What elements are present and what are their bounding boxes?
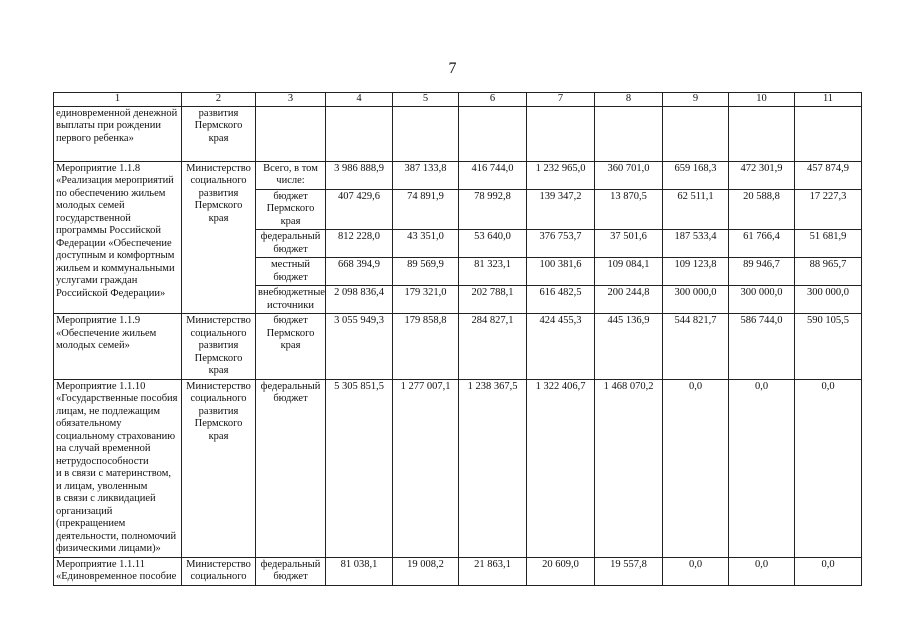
funding-source: бюджет Пермского края xyxy=(256,189,326,230)
empty-cell xyxy=(326,106,393,161)
empty-cell xyxy=(595,106,663,161)
table-row xyxy=(54,106,862,161)
value-cell: 13 870,5 xyxy=(595,189,663,230)
value-cell: 1 468 070,2 xyxy=(595,379,663,557)
column-header: 10 xyxy=(729,93,795,107)
value-cell: 21 863,1 xyxy=(459,557,527,585)
column-number-row xyxy=(54,93,862,107)
column-header: 2 xyxy=(182,93,256,107)
funding-source: внебюджетные источники xyxy=(256,286,326,314)
value-cell: 376 753,7 xyxy=(527,230,595,258)
column-header: 8 xyxy=(595,93,663,107)
value-cell: 179 321,0 xyxy=(393,286,459,314)
value-cell: 109 084,1 xyxy=(595,258,663,286)
value-cell: 19 008,2 xyxy=(393,557,459,585)
value-cell: 284 827,1 xyxy=(459,314,527,380)
value-cell: 89 569,9 xyxy=(393,258,459,286)
funding-source: бюджет Пермского края xyxy=(256,314,326,380)
value-cell: 88 965,7 xyxy=(795,258,862,286)
value-cell: 1 322 406,7 xyxy=(527,379,595,557)
value-cell: 2 098 836,4 xyxy=(326,286,393,314)
table-row xyxy=(54,161,862,189)
value-cell: 1 232 965,0 xyxy=(527,161,595,189)
value-cell: 37 501,6 xyxy=(595,230,663,258)
value-cell: 61 766,4 xyxy=(729,230,795,258)
executor: Министерство социального развития Пермского края xyxy=(182,314,256,380)
value-cell: 187 533,4 xyxy=(663,230,729,258)
value-cell: 20 609,0 xyxy=(527,557,595,585)
measure-name: Мероприятие 1.1.8 «Реализация мероприятий по обеспечению жильем молодых семей государственной программы Российской Федерации «Обеспечение доступным и комфортным жильем и коммунальными услугами граждан Российской Федерации» xyxy=(54,161,182,314)
measure-name: Мероприятие 1.1.9 «Обеспечение жильем молодых семей» xyxy=(54,314,182,380)
value-cell: 0,0 xyxy=(663,557,729,585)
column-header: 6 xyxy=(459,93,527,107)
measure-name: Мероприятие 1.1.10 «Государственные пособия лицам, не подлежащим обязательному социальному страхованию на случай временной нетрудоспособности и в связи с материнством, и лицам, уволенным в связи с ликвидацией организаций (прекращением деятельности, полномочий физическими лицами)» xyxy=(54,379,182,557)
empty-cell xyxy=(795,106,862,161)
executor: Министерство социального xyxy=(182,557,256,585)
empty-cell xyxy=(393,106,459,161)
value-cell: 0,0 xyxy=(795,379,862,557)
funding-source: федеральный бюджет xyxy=(256,557,326,585)
table-row xyxy=(54,557,862,585)
value-cell: 109 123,8 xyxy=(663,258,729,286)
value-cell: 1 277 007,1 xyxy=(393,379,459,557)
funding-source: Всего, в том числе: xyxy=(256,161,326,189)
value-cell: 62 511,1 xyxy=(663,189,729,230)
funding-source: федеральный бюджет xyxy=(256,230,326,258)
executor: Министерство социального развития Пермского края xyxy=(182,161,256,314)
value-cell: 300 000,0 xyxy=(795,286,862,314)
value-cell: 78 992,8 xyxy=(459,189,527,230)
page-number: 7 xyxy=(448,60,457,77)
value-cell: 300 000,0 xyxy=(729,286,795,314)
value-cell: 81 038,1 xyxy=(326,557,393,585)
value-cell: 53 640,0 xyxy=(459,230,527,258)
value-cell: 89 946,7 xyxy=(729,258,795,286)
value-cell: 544 821,7 xyxy=(663,314,729,380)
value-cell: 472 301,9 xyxy=(729,161,795,189)
value-cell: 424 455,3 xyxy=(527,314,595,380)
value-cell: 616 482,5 xyxy=(527,286,595,314)
value-cell: 300 000,0 xyxy=(663,286,729,314)
budget-table xyxy=(53,92,862,586)
value-cell: 3 986 888,9 xyxy=(326,161,393,189)
value-cell: 81 323,1 xyxy=(459,258,527,286)
value-cell: 0,0 xyxy=(729,557,795,585)
table-row xyxy=(54,314,862,380)
empty-cell xyxy=(527,106,595,161)
value-cell: 0,0 xyxy=(795,557,862,585)
column-header: 1 xyxy=(54,93,182,107)
value-cell: 416 744,0 xyxy=(459,161,527,189)
value-cell: 812 228,0 xyxy=(326,230,393,258)
measure-name: Мероприятие 1.1.11 «Единовременное пособие xyxy=(54,557,182,585)
table-row xyxy=(54,379,862,557)
executor: развития Пермского края xyxy=(182,106,256,161)
value-cell: 586 744,0 xyxy=(729,314,795,380)
value-cell: 659 168,3 xyxy=(663,161,729,189)
empty-cell xyxy=(663,106,729,161)
value-cell: 19 557,8 xyxy=(595,557,663,585)
value-cell: 17 227,3 xyxy=(795,189,862,230)
value-cell: 360 701,0 xyxy=(595,161,663,189)
value-cell: 1 238 367,5 xyxy=(459,379,527,557)
value-cell: 0,0 xyxy=(729,379,795,557)
value-cell: 43 351,0 xyxy=(393,230,459,258)
value-cell: 179 858,8 xyxy=(393,314,459,380)
empty-cell xyxy=(729,106,795,161)
value-cell: 139 347,2 xyxy=(527,189,595,230)
value-cell: 20 588,8 xyxy=(729,189,795,230)
value-cell: 407 429,6 xyxy=(326,189,393,230)
value-cell: 3 055 949,3 xyxy=(326,314,393,380)
funding-source: местный бюджет xyxy=(256,258,326,286)
column-header: 9 xyxy=(663,93,729,107)
value-cell: 74 891,9 xyxy=(393,189,459,230)
value-cell: 0,0 xyxy=(663,379,729,557)
value-cell: 100 381,6 xyxy=(527,258,595,286)
column-header: 3 xyxy=(256,93,326,107)
empty-cell xyxy=(459,106,527,161)
measure-name: единовременной денежной выплаты при рождении первого ребенка» xyxy=(54,106,182,161)
value-cell: 387 133,8 xyxy=(393,161,459,189)
value-cell: 457 874,9 xyxy=(795,161,862,189)
column-header: 11 xyxy=(795,93,862,107)
value-cell: 200 244,8 xyxy=(595,286,663,314)
executor: Министерство социального развития Пермского края xyxy=(182,379,256,557)
value-cell: 590 105,5 xyxy=(795,314,862,380)
empty-cell xyxy=(256,106,326,161)
value-cell: 51 681,9 xyxy=(795,230,862,258)
value-cell: 445 136,9 xyxy=(595,314,663,380)
value-cell: 5 305 851,5 xyxy=(326,379,393,557)
column-header: 5 xyxy=(393,93,459,107)
column-header: 7 xyxy=(527,93,595,107)
value-cell: 202 788,1 xyxy=(459,286,527,314)
value-cell: 668 394,9 xyxy=(326,258,393,286)
column-header: 4 xyxy=(326,93,393,107)
funding-source: федеральный бюджет xyxy=(256,379,326,557)
